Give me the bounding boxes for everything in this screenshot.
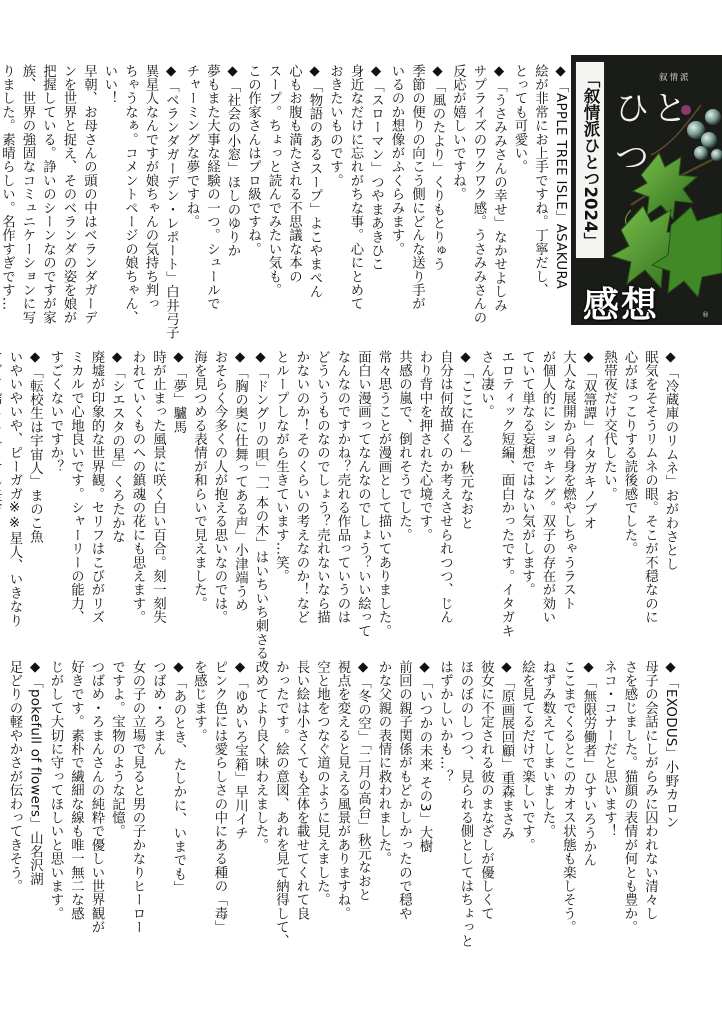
review-text-line: 空と地をつなぐ道のように見えました。 bbox=[314, 660, 330, 907]
review-text-line: 長い絵は小さくても全体を載せてくれて良 bbox=[294, 660, 309, 921]
review-text-line: おきたいものです。 bbox=[327, 64, 343, 188]
review-text-line: サプライズのワクワク感。うさみみさんの bbox=[471, 64, 486, 325]
review-text-line: 足どりの軽やかさが伝わってきそう。 bbox=[7, 660, 22, 893]
review-text-line: 好きです。素朴で繊細な線も唯一無二な感 bbox=[68, 660, 84, 921]
review-entry-heading: ◆「スローマン」つやまあきひこ bbox=[368, 64, 384, 272]
review-text-line: ミカルで心地良いです。シャーリーの能力、 bbox=[68, 350, 84, 624]
review-section-top bbox=[0, 64, 570, 340]
review-entry-heading: ◆「原画展回顧」重森まさみ bbox=[499, 660, 514, 840]
review-text-line: 夢もまた大事な経験の一つ。シュールで bbox=[204, 64, 220, 311]
review-text-line: 異星人なんですが娘ちゃんの気持ち判っ bbox=[143, 64, 158, 311]
review-entry-heading: ◆「pokefull of flowers」山名沢湖 bbox=[27, 660, 43, 886]
brand-small-label: 叙情派 bbox=[659, 73, 691, 83]
review-text-line: いやいやいや、ピーガガ※※星人、いきなり bbox=[7, 350, 22, 628]
brand-logo-text: ひとつ bbox=[615, 89, 691, 178]
review-section-middle bbox=[7, 350, 680, 674]
review-entry-heading: ◆「いつかの未来 その3」大樹 bbox=[417, 660, 432, 854]
review-text-line: 早朝、お母さんの頭の中はベランダガーデ bbox=[81, 64, 97, 325]
review-text-line: エロティック短編、面白かったです。イタガキ bbox=[499, 350, 514, 638]
review-text-line: 族、世界の強固なコミュニケーションに写 bbox=[20, 64, 35, 325]
review-text-line: ですよ。宝物のような記憶。 bbox=[109, 660, 125, 839]
review-text-line: 時が止まった風景に咲く白い百合。刻一刻失 bbox=[150, 350, 166, 624]
review-entry-heading: ◆「夢」驢馬 bbox=[171, 350, 186, 434]
review-text-line: 季節の便りの向こう側にどんな送り手が bbox=[409, 64, 425, 311]
review-text-line: 改めてより良く味わえました。 bbox=[253, 660, 268, 852]
review-text-line: 心もお腹も満たされる不思議な本の bbox=[286, 64, 302, 284]
review-text-line: われていくものへの鎮魂の花にも思えます。 bbox=[130, 350, 145, 624]
review-text-line: とっても可愛い。 bbox=[512, 64, 527, 174]
review-text-line: 母子の会話にしがらみに囚われない清々し bbox=[642, 660, 658, 921]
review-entry-heading: ◆「冬の空」「二月の高台」秋元なおと bbox=[355, 660, 371, 902]
page-heading: 感想 bbox=[583, 285, 660, 326]
anthology-title: 「叙情派ひとつ2024」 bbox=[581, 71, 600, 249]
review-text-line: いい！ bbox=[102, 64, 117, 106]
review-entry-heading: ◆「転校生は宇宙人」まのこ魚 bbox=[27, 350, 43, 544]
review-text-line: 視点を変えると見える風景がありますね。 bbox=[335, 660, 350, 921]
review-entry-heading: ◆「APPLE TREE ISLE」ASAKURA bbox=[553, 64, 568, 290]
review-text-line: 海を見つめる表情が和らいで見えました。 bbox=[191, 350, 207, 611]
review-text-line: ていて単なる妄想ではない気がします。 bbox=[519, 350, 535, 597]
review-entry-heading: ◆「風のたより」くりもとりゅう bbox=[430, 64, 445, 272]
review-text-line: チャーミングな夢ですね。 bbox=[184, 64, 199, 229]
review-text-line: ねずみ数えてしまいました。 bbox=[540, 660, 555, 839]
review-text-line: 面白い漫画ってなんなのでしょう？いい絵って bbox=[355, 350, 371, 638]
review-text-line: ほのぼのしつつ、見られる側としてはちょっと bbox=[458, 660, 473, 948]
review-text-line: りました。素晴らしい。名作すぎです… bbox=[0, 64, 15, 311]
review-text-line: 身近なだけに忘れがちな事。心にとめて bbox=[348, 64, 363, 311]
review-entry-heading: ◆「双箒譚」イタガキノブオ bbox=[581, 350, 596, 530]
review-entry-heading: ◆「ゆめいろ宝箱」早川イチ bbox=[232, 660, 248, 840]
review-section-bottom bbox=[7, 660, 680, 990]
review-text-line: この作家さんはプロ級ですね。 bbox=[245, 64, 261, 256]
review-text-line: じがして大切に守ってほしいと思います。 bbox=[48, 660, 63, 921]
review-entry-heading: ◆「無限労働者」ひすいろうかん bbox=[581, 660, 596, 868]
review-text-line: とループしながら生きています…笑。 bbox=[273, 350, 289, 583]
review-text-line: 熱帯夜だけ交代したい。 bbox=[601, 350, 617, 501]
review-text-line: わり背中を押された心境です。 bbox=[417, 350, 432, 542]
review-entry-heading: ◆「あのとき、たしかに、いまでも」 bbox=[171, 660, 186, 895]
review-text-line: どういうものなのでしょう？売れないなら描 bbox=[314, 350, 330, 624]
review-text-line: ネコ・コナーだと思います！ bbox=[601, 660, 617, 839]
review-text-line: はずかしいかも…？ bbox=[437, 660, 453, 784]
review-text-line: 眠気をそそうリムネの眼。そこが不穏なのに bbox=[642, 350, 658, 624]
review-entry-heading: ◆「シエスタの星」くろたかな bbox=[109, 350, 125, 544]
review-text-line: 女の子の立場で見ると男の子かなりヒーロー bbox=[130, 660, 145, 934]
header-panel bbox=[571, 55, 722, 325]
review-text-line bbox=[0, 350, 4, 650]
review-text-line: さを感じました。猫顔の表情が何とも豊か。 bbox=[622, 660, 637, 934]
review-text-line: なんなのですかね？売れる作品っていうのは bbox=[335, 350, 350, 624]
title-box bbox=[575, 61, 605, 259]
review-entry-heading: ◆「EXODUS」小野カロン bbox=[663, 660, 678, 829]
review-text-line: 共感の嵐で、倒れそうでした。 bbox=[396, 350, 412, 542]
review-entry-heading: ◆「物語のあるスープ」よこやまぺん bbox=[307, 64, 322, 299]
review-text-line: 自分は何故描くのか考えさせられつつ、じん bbox=[437, 350, 453, 624]
review-text-line: つばめ・ろまん bbox=[150, 660, 166, 756]
review-text-line: かな父親の表情に救われました。 bbox=[376, 660, 391, 866]
review-text-line: 心がほっこりする読後感でした。 bbox=[622, 350, 637, 556]
review-entry-heading: ◆「冷蔵庫のリムネ」おがわさとし bbox=[663, 350, 678, 571]
review-text-line: おそらく今多くの人が抱える思いなのでは。 bbox=[212, 350, 227, 624]
review-text-line: ンを世界と捉え、そのベランダの姿を娘が bbox=[61, 64, 76, 325]
review-entry-heading: ◆「社会の小窓」ほしのゆりか bbox=[225, 64, 240, 258]
review-entry-heading: ◆「ここに在る」秋元なおと bbox=[458, 350, 473, 530]
review-text-line: すごくないですか？ bbox=[48, 350, 63, 474]
review-text-line: いるのか想像がふくらみます。 bbox=[389, 64, 404, 256]
review-text-line: 絵が非常にお上手ですね。丁寧だし、 bbox=[532, 64, 548, 297]
review-text-line: つばめ・ろまんさんの純粋で優しい世界観が bbox=[89, 660, 104, 934]
review-text-line: かないのか！そのくらいの考えなのか！など bbox=[294, 350, 309, 624]
review-text-line: 大人な展開から骨身を燃やしちゃうラスト bbox=[560, 350, 576, 611]
review-text-line: が個人的にショッキング。双子の存在が効い bbox=[540, 350, 555, 624]
review-text-line: 彼女に不定される彼のまなざしが優しくて bbox=[478, 660, 494, 921]
review-entry-heading: ◆「ベランダガーデン・レポート」白井弓子 bbox=[163, 64, 179, 340]
review-entry-heading: ◆「うさみみさんの幸せ」なかせよしみ bbox=[491, 64, 507, 313]
review-text-line: 反応が嬉しいですね。 bbox=[450, 64, 466, 201]
review-text-line: 廃墟が印象的な世界観。セリフはこびがリズ bbox=[89, 350, 104, 624]
review-entry-heading: ◆「胸の奥に仕舞ってある声」小津端うめ bbox=[232, 350, 248, 612]
review-text-line: を感じます。 bbox=[191, 660, 207, 743]
review-text-line: ここまでくるとこのカオス状態も楽しそう。 bbox=[560, 660, 576, 934]
review-text-line: さん凄い。 bbox=[478, 350, 494, 419]
registered-mark: ® bbox=[702, 311, 709, 319]
review-text-line: 前回の親子関係がもどかしかったので穏や bbox=[396, 660, 412, 921]
review-text-line: スープ。ちょっと読んでみたい気も。 bbox=[266, 64, 281, 297]
review-text-line: ちゃうなぁ。コメントページの娘ちゃん、 bbox=[122, 64, 138, 325]
review-entry-heading: ◆「ドングリの唄」「一本の木」はいちいち刺さる。 bbox=[253, 350, 268, 674]
review-text-line: 把握している。諍いのシーンなのですが家 bbox=[40, 64, 56, 325]
review-text-line: ピンク色には愛らしさの中にある種の「毒」 bbox=[212, 660, 227, 934]
review-text-line: 常々思うことが漫画として描いてありました。 bbox=[376, 350, 391, 638]
review-text-line: かったです。絵の意図、あれを見て納得して、 bbox=[273, 660, 289, 948]
review-text-line: 絵を見てるだけで楽しいです。 bbox=[519, 660, 535, 852]
